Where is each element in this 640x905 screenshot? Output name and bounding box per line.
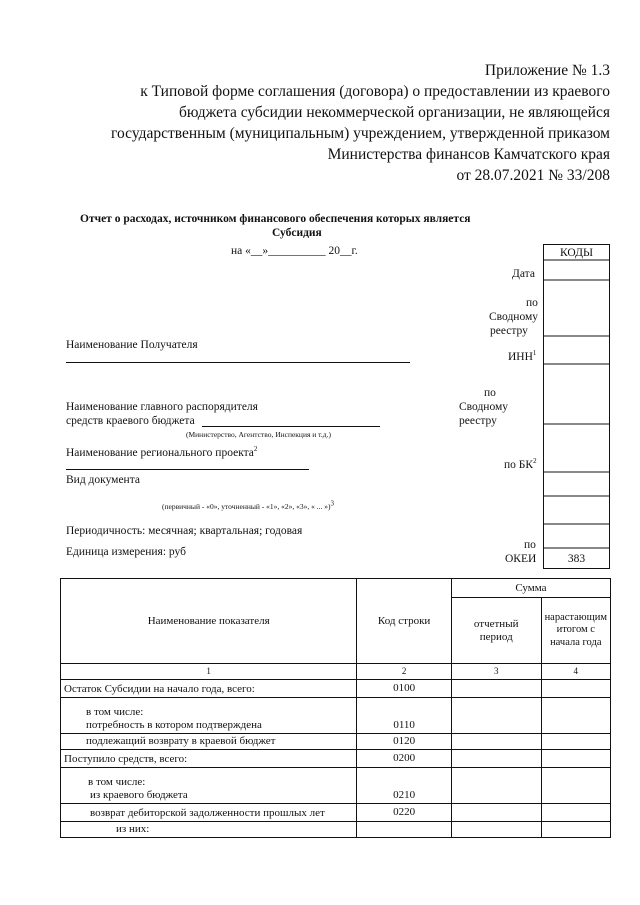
row-code: 0110 xyxy=(357,698,452,734)
row-period-cell xyxy=(451,768,541,804)
report-table xyxy=(60,578,611,838)
appendix-line-3: бюджета субсидии некоммерческой организации, не являющейся xyxy=(179,104,610,121)
codes-grid xyxy=(543,244,610,569)
appendix-line-6: от 28.07.2021 № 33/208 xyxy=(456,167,610,184)
row-cumulative-cell xyxy=(541,750,610,768)
row-code: 0120 xyxy=(357,734,452,750)
row-period-cell xyxy=(451,680,541,698)
table-row xyxy=(61,680,611,698)
row-code: 0220 xyxy=(357,804,452,822)
appendix-line-1: Приложение № 1.3 xyxy=(484,62,610,79)
svod-label-2: Сводному xyxy=(489,311,539,323)
svod2-label-2: Сводному xyxy=(459,401,509,413)
unit-of-measure: Единица измерения: руб xyxy=(66,546,186,558)
inn-label: ИНН$^1$ xyxy=(508,349,537,363)
doc-type-label: Вид документа xyxy=(66,474,140,486)
row-period-cell xyxy=(451,698,541,734)
svod2-label-3: реестру xyxy=(459,415,497,427)
appendix-line-5: Министерства финансов Камчатского края xyxy=(327,146,610,163)
report-date-line: на «__»__________ 20__г. xyxy=(231,245,358,257)
main-admin-hint: (Министерство, Агентство, Инспекция и т.д.) xyxy=(186,430,331,439)
row-period-cell xyxy=(451,734,541,750)
recipient-underline xyxy=(66,362,410,363)
regional-project-underline xyxy=(66,469,309,470)
svod-label-1: по xyxy=(526,297,538,309)
okei-label-2: ОКЕИ xyxy=(505,553,537,565)
svod-label-3: реестру xyxy=(490,325,528,337)
row-name: Поступило средств, всего: xyxy=(61,750,357,768)
row-name: возврат дебиторской задолженности прошлых лет xyxy=(61,804,357,822)
row-cumulative-cell xyxy=(541,822,610,838)
row-period-cell xyxy=(451,822,541,838)
appendix-line-4: государственным (муниципальным) учреждением, утвержденной приказом xyxy=(111,125,610,142)
okei-value: 383 xyxy=(567,553,586,565)
row-cumulative-cell xyxy=(541,768,610,804)
report-title: Отчет о расходах, источником финансового обеспечения которых является xyxy=(80,213,471,225)
col-header-name: Наименование показателя xyxy=(61,579,357,664)
col-number-2: 2 xyxy=(357,664,452,680)
date-label: Дата xyxy=(512,268,535,280)
row-cumulative-cell xyxy=(541,804,610,822)
recipient-label: Наименование Получателя xyxy=(66,339,198,351)
row-period-cell xyxy=(451,804,541,822)
row-period-cell xyxy=(451,750,541,768)
row-name: Остаток Субсидии на начало года, всего: xyxy=(61,680,357,698)
row-cumulative-cell xyxy=(541,680,610,698)
row-code: 0200 xyxy=(357,750,452,768)
col-header-code: Код строки xyxy=(357,579,452,664)
col-number-4: 4 xyxy=(541,664,610,680)
row-code xyxy=(357,822,452,838)
col-number-3: 3 xyxy=(451,664,541,680)
row-name: из них: xyxy=(61,822,357,838)
doc-type-hint: (первичный - «0», уточненный - «1», «2», «3», « ... »)$^3$ xyxy=(162,499,335,511)
appendix-line-2: к Типовой форме соглашения (договора) о предоставлении из краевого xyxy=(140,83,610,100)
main-admin-label-2: средств краевого бюджета xyxy=(66,415,195,427)
row-name: в том числе: из краевого бюджета xyxy=(61,768,357,804)
table-row xyxy=(61,698,611,734)
table-row xyxy=(61,734,611,750)
col-header-sum: Сумма xyxy=(451,579,610,598)
report-title-subsidy: Субсидия xyxy=(272,227,322,239)
regional-project-label: Наименование регионального проекта$^2$ xyxy=(66,445,258,459)
svod2-label-1: по xyxy=(484,387,496,399)
codes-header: КОДЫ xyxy=(560,247,593,259)
col-header-cumulative: нарастающим итогом с начала года xyxy=(541,598,610,664)
bk-label: по $БК^2$ xyxy=(504,457,537,471)
col-number-1: 1 xyxy=(61,664,357,680)
periodicity: Периодичность: месячная; квартальная; годовая xyxy=(66,525,303,537)
row-cumulative-cell xyxy=(541,734,610,750)
codes-box xyxy=(543,244,610,569)
main-admin-label-1: Наименование главного распорядителя xyxy=(66,401,258,413)
col-header-period: отчетный период xyxy=(451,598,541,664)
row-name: подлежащий возврату в краевой бюджет xyxy=(61,734,357,750)
row-code: 0100 xyxy=(357,680,452,698)
table-row xyxy=(61,822,611,838)
row-name: в том числе: потребность в котором подтверждена xyxy=(61,698,357,734)
table-row xyxy=(61,804,611,822)
main-admin-underline xyxy=(202,426,380,427)
table-row xyxy=(61,768,611,804)
row-cumulative-cell xyxy=(541,698,610,734)
table-row xyxy=(61,750,611,768)
okei-label-1: по xyxy=(524,539,536,551)
row-code: 0210 xyxy=(357,768,452,804)
